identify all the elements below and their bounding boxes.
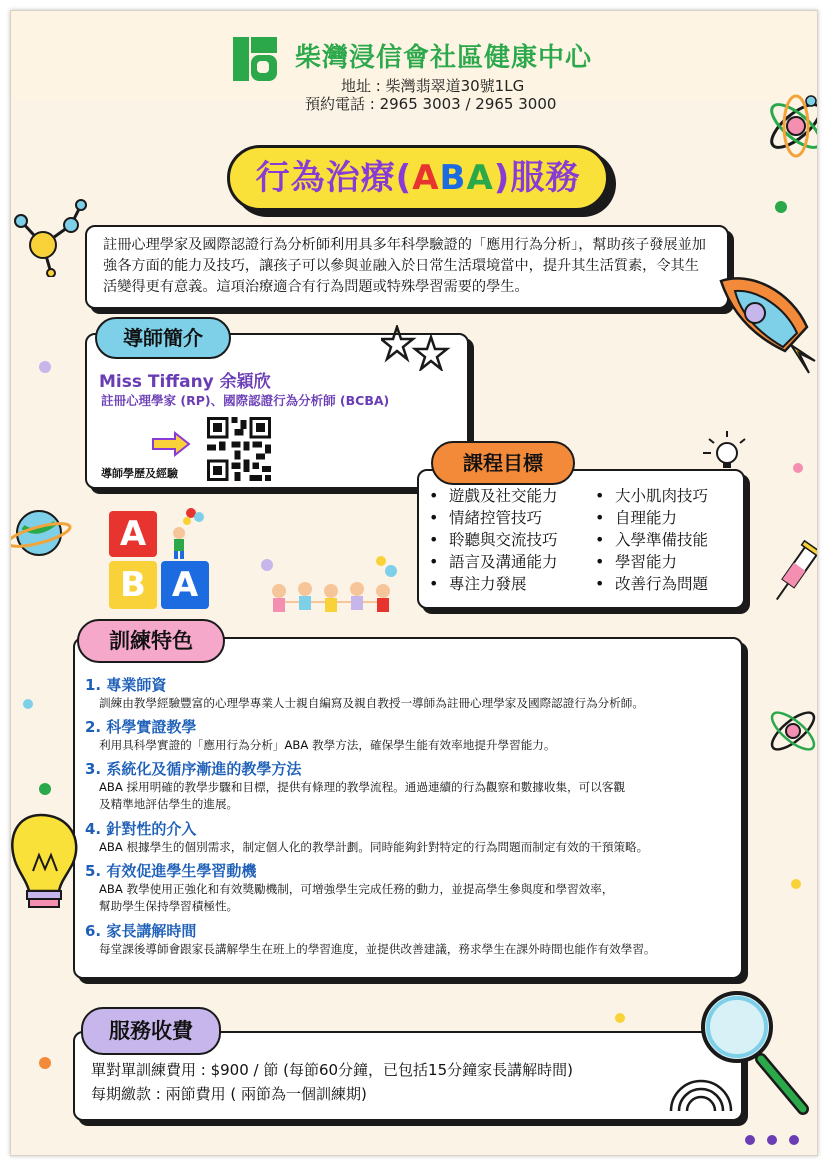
fee-payment-term: 每期繳款 : 兩節費用 ( 兩節為一個訓練期)	[91, 1085, 367, 1103]
feature-4	[85, 819, 648, 856]
tutor-heading: 導師簡介	[95, 317, 231, 359]
rocket-icon	[711, 261, 817, 381]
goal-item: • 大小肌肉技巧	[595, 485, 708, 507]
decorative-dot	[767, 1135, 777, 1145]
feature-title: 3. 系統化及循序漸進的教學方法	[85, 760, 302, 778]
feature-desc: ABA 根據學生的個別需求，制定個人化的教學計劃。同時能夠針對特定的行為問題而制定有效的干預策略。	[99, 840, 649, 854]
tutor-credentials: 註冊心理學家 (RP)、國際認證行為分析師 (BCBA)	[101, 393, 390, 408]
goal-item: • 專注力發展	[429, 573, 558, 595]
goals-heading: 課程目標	[431, 441, 575, 485]
goal-item: • 學習能力	[595, 551, 708, 573]
decorative-dot	[39, 783, 51, 795]
goal-item: • 入學準備技能	[595, 529, 708, 551]
planet-icon	[11, 497, 75, 567]
decorative-dot	[791, 879, 801, 889]
goal-item: • 語言及溝通能力	[429, 551, 558, 573]
kids-holding-hands-icon	[261, 555, 401, 625]
feature-2	[85, 717, 555, 754]
molecule-icon	[11, 197, 91, 277]
feature-title: 4. 針對性的介入	[85, 820, 197, 838]
feature-desc: 訓練由教學經驗豐富的心理學專業人士親自編寫及親自教授一導師為註冊心理學家及國際認證行為分析師。	[99, 696, 644, 710]
decorative-dot	[23, 699, 33, 709]
feature-title: 6. 家長講解時間	[85, 922, 197, 940]
training-heading: 訓練特色	[77, 619, 225, 663]
feature-title: 2. 科學實證教學	[85, 718, 197, 736]
intro-box	[85, 225, 729, 309]
feature-desc: 及精準地評估學生的進展。	[99, 797, 239, 811]
decorative-dot	[793, 463, 803, 473]
tutor-name: Miss Tiffany 余穎欣	[99, 372, 271, 392]
rainbow-lines-icon	[667, 1071, 735, 1111]
fees-heading: 服務收費	[81, 1007, 221, 1055]
fee-per-session: 單對單訓練費用 : $900 / 節 (每節60分鐘，已包括15分鐘家長講解時間)	[91, 1061, 574, 1079]
atom-icon-2	[759, 691, 817, 771]
feature-title: 1. 專業師資	[85, 676, 167, 694]
feature-desc: 每堂課後導師會跟家長講解學生在班上的學習進度，並提供改善建議，務求學生在課外時間也能作有效學習。	[99, 942, 656, 956]
child-with-balloons-icon	[165, 507, 209, 559]
goal-item: • 聆聽與交流技巧	[429, 529, 558, 551]
decorative-dot	[775, 201, 787, 213]
goals-list-left	[429, 485, 558, 595]
feature-6	[85, 921, 656, 958]
atom-icon	[751, 81, 818, 171]
goals-list-right	[595, 485, 708, 595]
decorative-dot	[615, 1013, 625, 1023]
decorative-dot	[39, 361, 51, 373]
org-name: 柴灣浸信會社區健康中心	[295, 43, 593, 73]
block-b-yellow: B	[109, 561, 157, 609]
arrow-right-icon	[151, 431, 191, 457]
decorative-dot	[745, 1135, 755, 1145]
centre-logo-icon	[233, 37, 277, 81]
syringe-icon	[771, 535, 817, 615]
feature-desc: 利用具科學實證的「應用行為分析」ABA 教學方法，確保學生能有效率地提升學習能力。	[99, 738, 556, 752]
feature-desc: 幫助學生保持學習積極性。	[99, 899, 239, 913]
decorative-dot	[789, 1135, 799, 1145]
booking-phone: 預約電話 : 2965 3003 / 2965 3000	[305, 95, 557, 113]
feature-1	[85, 675, 644, 712]
feature-5	[85, 861, 613, 915]
goal-item: • 改善行為問題	[595, 573, 708, 595]
feature-desc: ABA 教學使用正強化和有效獎勵機制，可增強學生完成任務的動力，並提高學生參與度和學習效率，	[99, 882, 614, 896]
qr-caption: 導師學歷及經驗	[101, 467, 178, 480]
goal-item: • 情緒控管技巧	[429, 507, 558, 529]
feature-desc: ABA 採用明確的教學步驟和目標，提供有條理的教學流程。通過連續的行為觀察和數據收集，可以客觀	[99, 780, 626, 794]
address: 地址 : 柴灣翡翠道30號1LG	[341, 77, 525, 95]
block-a-blue: A	[161, 561, 209, 609]
decorative-dot	[39, 1057, 51, 1069]
stars-icon	[381, 325, 451, 371]
block-a-red: A	[109, 511, 157, 557]
flyer-page	[10, 10, 818, 1156]
service-title: 行為治療(ABA)服務	[255, 158, 581, 198]
service-title-banner	[227, 145, 609, 211]
goal-item: • 遊戲及社交能力	[429, 485, 558, 507]
light-bulb-icon	[11, 811, 85, 923]
feature-3	[85, 759, 625, 813]
qr-code-icon[interactable]	[207, 417, 271, 481]
feature-title: 5. 有效促進學生學習動機	[85, 862, 257, 880]
intro-text: 註冊心理學家及國際認證行為分析師利用具多年科學驗證的「應用行為分析」，幫助孩子發展並加強各方面的能力及技巧，讓孩子可以參與並融入於日常生活環境當中，提升其生活質素，令其生活變得更有意義。這項治療適合有行為問題或特殊學習需要的學生。	[103, 237, 706, 295]
goal-item: • 自理能力	[595, 507, 708, 529]
